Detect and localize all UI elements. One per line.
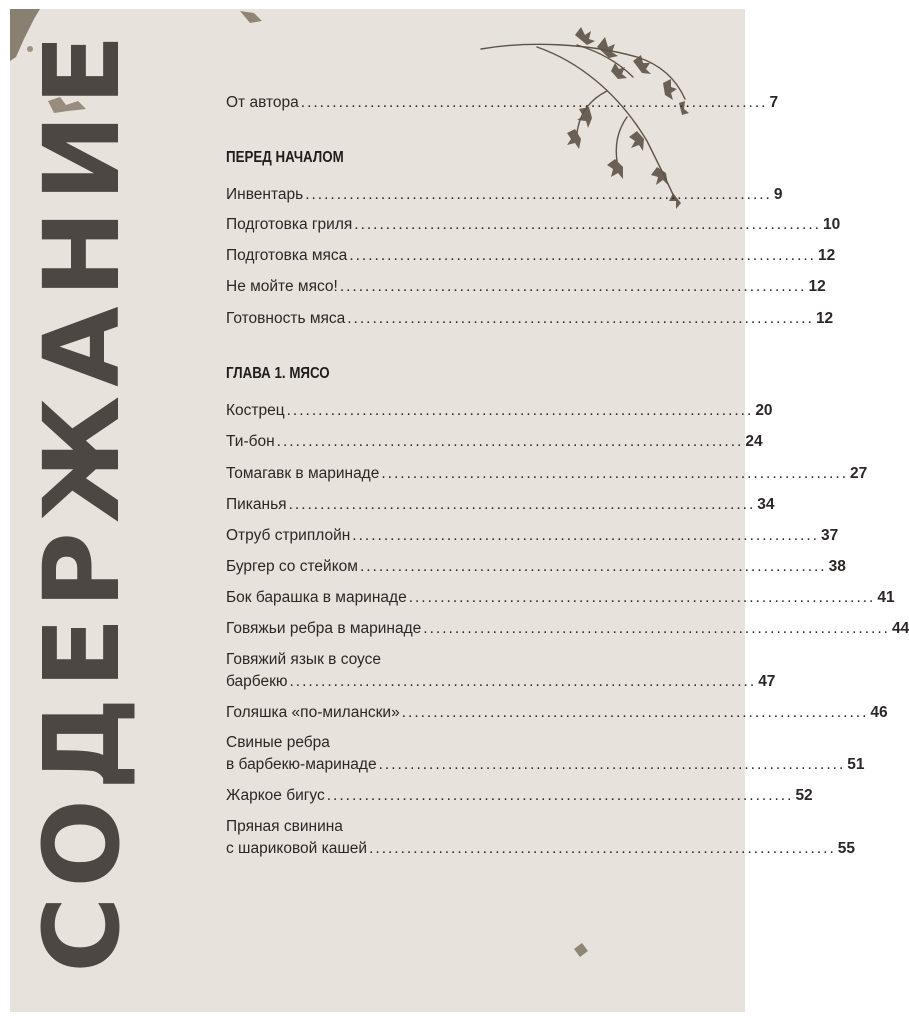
ink-splatter-decoration [570, 939, 594, 963]
toc-entry[interactable] [226, 732, 865, 776]
toc-entry-label: Кострец [226, 402, 285, 419]
dot-leader: .......................................................................... [349, 247, 816, 264]
toc-entry[interactable] [226, 556, 846, 578]
toc-entry[interactable] [226, 245, 836, 267]
toc-entry-page: 7 [769, 94, 779, 111]
toc-entry-page: 12 [808, 278, 826, 295]
dot-leader: .......................................................................... [381, 465, 849, 482]
toc-entry-label: барбекю [226, 673, 288, 690]
toc-entry-label: Не мойте мясо! [226, 278, 338, 295]
dot-leader: .......................................................................... [401, 704, 869, 721]
toc-entry-label: Ти-бон [226, 433, 275, 450]
toc-entry[interactable] [226, 785, 813, 807]
toc-entry-label: Томагавк в маринаде [226, 465, 380, 482]
dot-leader: .......................................................................... [352, 527, 819, 544]
toc-entry-page: 44 [891, 620, 909, 637]
toc-entry-page: 46 [870, 704, 888, 721]
toc-entry-label: Пиканья [226, 496, 287, 513]
toc-entry-page: 20 [755, 402, 773, 419]
toc-entry-page: 10 [822, 216, 841, 233]
book-page [10, 9, 909, 1012]
toc-entry[interactable] [226, 649, 776, 693]
ink-splatter-decoration [236, 9, 276, 33]
toc-entry-label: Бок барашка в маринаде [226, 589, 407, 606]
toc-entry-label: От автора [226, 94, 299, 111]
dot-leader: .......................................................................... [305, 186, 772, 203]
section-heading: ГЛАВА 1. МЯСО [226, 365, 330, 382]
toc-entry-label: Отруб стриплойн [226, 527, 351, 544]
toc-entry-label: Голяшка «по-милански» [226, 704, 400, 721]
toc-entry-page: 12 [815, 310, 834, 327]
dot-leader: .......................................................................... [354, 216, 821, 233]
toc-entry-label-line1: Говяжий язык в соусе [226, 651, 382, 668]
toc-entry-label: Жаркое бигус [226, 787, 325, 804]
toc-entry-label: Инвентарь [226, 186, 304, 203]
toc-entry[interactable] [226, 525, 839, 547]
page-title: СОДЕРЖАНИЕ [21, 25, 143, 973]
dot-leader: .......................................................................... [378, 756, 846, 773]
toc-entry[interactable] [226, 702, 888, 724]
toc-entry-label-line1: Свиные ребра [226, 734, 330, 751]
toc-entry-page: 27 [850, 465, 868, 482]
section-heading: ПЕРЕД НАЧАЛОМ [226, 149, 344, 166]
dot-leader: .......................................................................... [408, 589, 876, 606]
toc-entry-page: 12 [818, 247, 836, 264]
toc-entry-label: Подготовка гриля [226, 216, 353, 233]
toc-entry-page: 47 [758, 673, 776, 690]
toc-entry-page: 9 [773, 186, 783, 203]
toc-entry[interactable] [226, 308, 834, 330]
toc-entry-page: 38 [828, 558, 846, 575]
toc-entry-label: Говяжьи ребра в маринаде [226, 620, 422, 637]
toc-entry-page: 41 [877, 589, 895, 606]
dot-leader: .......................................................................... [276, 433, 744, 450]
toc-entry-label-line1: Пряная свинина [226, 818, 343, 835]
dot-leader: .......................................................................... [359, 558, 827, 575]
dot-leader: .......................................................................... [347, 310, 814, 327]
toc-entry-label: Бургер со стейком [226, 558, 358, 575]
herb-sprig-illustration [477, 21, 697, 211]
dot-leader: .......................................................................... [369, 840, 836, 857]
toc-entry[interactable] [226, 214, 841, 236]
toc-entry[interactable] [226, 431, 763, 453]
toc-entry-label: Готовность мяса [226, 310, 346, 327]
toc-entry-label: Подготовка мяса [226, 247, 348, 264]
toc-entry-page: 34 [757, 496, 775, 513]
toc-entry[interactable] [226, 400, 773, 422]
dot-leader: .......................................................................... [339, 278, 807, 295]
toc-entry-page: 55 [837, 840, 856, 857]
toc-entry-page: 51 [847, 756, 865, 773]
dot-leader: .......................................................................... [423, 620, 890, 637]
dot-leader: .......................................................................... [286, 402, 754, 419]
dot-leader: .......................................................................... [300, 94, 768, 111]
dot-leader: .......................................................................... [288, 496, 756, 513]
toc-entry-page: 37 [820, 527, 839, 544]
toc-entry-page: 24 [745, 433, 763, 450]
toc-entry[interactable] [226, 92, 779, 114]
toc-entry[interactable] [226, 463, 868, 485]
toc-entry[interactable] [226, 618, 909, 640]
toc-entry[interactable] [226, 816, 856, 860]
toc-entry-page: 52 [795, 787, 813, 804]
toc-entry[interactable] [226, 494, 775, 516]
toc-entry[interactable] [226, 184, 783, 206]
dot-leader: .......................................................................... [289, 673, 757, 690]
dot-leader: .......................................................................... [326, 787, 794, 804]
toc-entry[interactable] [226, 587, 895, 609]
toc-entry[interactable] [226, 276, 826, 298]
toc-entry-label: с шариковой кашей [226, 840, 368, 857]
toc-entry-label: в барбекю-маринаде [226, 756, 377, 773]
